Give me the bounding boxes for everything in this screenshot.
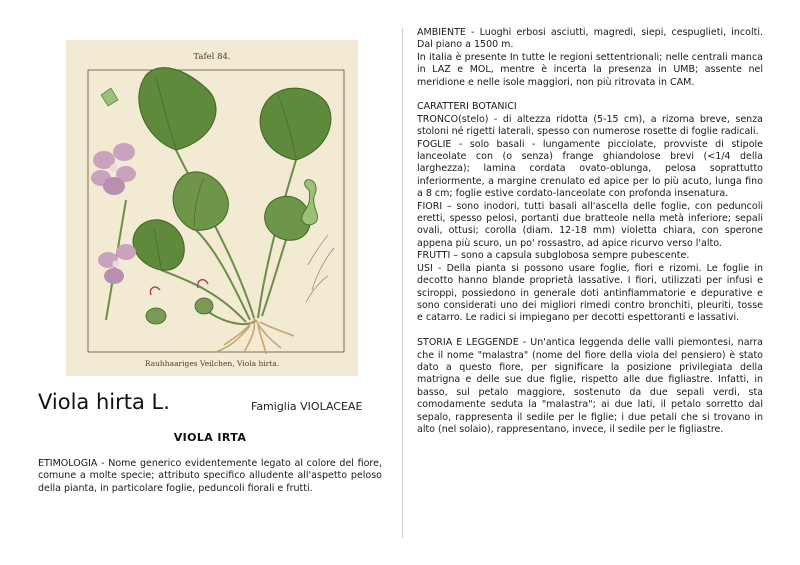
frutti-text: a capsula subglobosa sempre pubescente. [486,250,690,262]
usi-section [417,263,763,325]
storia-section [417,337,763,436]
leaf-top-left [139,68,216,150]
flower-upper [91,143,136,195]
capsule-middle [195,298,213,314]
foglie-text: solo basali - lungamente picciolate, provviste di stipole lanceolate con (o senza) frange ghiandolose brevi (<1/4 della larghezza); lamina cordata ovato-oblunga, pelosa soprattutto inferiormente, a margine crenulato ed apice per lo più acuto, lunga fino a 8 cm; foglie estive cordato-lanceolate con profonda insenatura. [417,138,763,200]
leaf-middle [173,172,228,230]
roots [216,318,294,354]
fiori-label: FIORI – sono [417,200,484,212]
stipule-sketch [306,235,334,302]
storia-label: STORIA E LEGGENDE - [417,337,531,349]
common-name: VIOLA IRTA [173,431,247,444]
etimologia-label: ETIMOLOGIA - [38,458,109,469]
fruit-detail [302,180,318,225]
ambiente-section [417,27,763,52]
storia-text: Un'antica leggenda delle valli piemontesi, narra che il nome "malastra" (nome del fiore della viola del pensiero) è stato dato a questo fiore, per significare la posizione privilegiata della matrigna e delle sue due figlie, rispetto alle due figliastre. Infatti, in basso, sul petalo maggiore, sostenuto da due sepali verdi, sta comodamente seduta la "malastra"; ai due lati, il petalo sorretto dal sepalo, rappresenta il sedile per le figlie; i due petali che si trovano in alto (nel solaio), rappresentano, invece, il sedile per le figliastre. [417,337,763,435]
species-name: Viola hirta L. [38,390,170,414]
fiori-text: inodori, tutti basali all'ascella delle foglie, con peduncoli eretti, spesso pelosi, portanti due bratteole nella metà inferiore; sepali ovali, ottusi; corolla (diam. 12-18 mm) violetta chiara, con sperone appena più scuro, un po' rossastro, ad apice ricurvo verso l'alto. [417,200,763,249]
tronco-text: di altezza ridotta (5-15 cm), a rizoma breve, senza stoloni né rigetti laterali, spesso con numerose rosette di foglie radicali. [417,113,763,138]
bud-stem-left [150,287,160,295]
ambiente-italia: In italia è presente In tutte le regioni settentrionali; nelle centrali manca in LAZ e MOL, mentre è incerta la presenza in UMB; assente nel meridione e nelle isole maggiori, non più ritrovata in CAM. [417,51,763,88]
usi-text: Della pianta si possono usare foglie, fiori e rizomi. Le foglie in decotto hanno blande proprietà lassative. I fiori, utilizzati per infusi e sciroppi, possiedono in generale doti antinfiammatorie e depurative e sono considerati uno dei migliori rimedi contro bronchiti, pleuriti, tosse e catarro. Le radici si impiegano per decotti espettoranti e lassativi. [417,262,763,324]
flower-lower [98,244,136,284]
usi-label: USI - [417,262,447,274]
capsule-left [146,308,166,324]
leaf-top-right [260,88,331,160]
stipule-detail [101,88,118,106]
foglie-section [417,139,763,201]
tronco-section [417,114,763,139]
leaf-lower-left [133,220,184,270]
etimologia-text: Nome generico evidentemente legato al colore del fiore, comune a molte specie; attributo specifico alludente all'aspetto peloso della pianta, in particolare foglie, peduncoli fiorali e frutti. [38,458,382,494]
tronco-label: TRONCO(stelo) - [417,113,503,125]
plate-caption-bottom: Rauhhaariges Veilchen, Viola hirta. [144,359,280,368]
foglie-label: FOGLIE - [417,138,470,150]
etimologia-section [38,458,382,495]
column-divider [402,28,403,538]
caratteri-heading: CARATTERI BOTANICI [417,101,517,113]
description-column [417,27,763,436]
plate-caption-top: Tafel 84. [193,52,231,62]
frutti-label: FRUTTI – sono [417,250,487,262]
botanical-illustration [66,40,358,376]
fiori-section [417,201,763,251]
ambiente-label: AMBIENTE - [417,27,480,38]
ambiente-text: Luoghi erbosi asciutti, magredi, siepi, cespuglieti, incolti. Dal piano a 1500 m. [417,27,763,51]
botanical-plate [66,40,358,376]
frutti-section [417,250,763,262]
family-label: Famiglia VIOLACEAE [251,400,363,413]
